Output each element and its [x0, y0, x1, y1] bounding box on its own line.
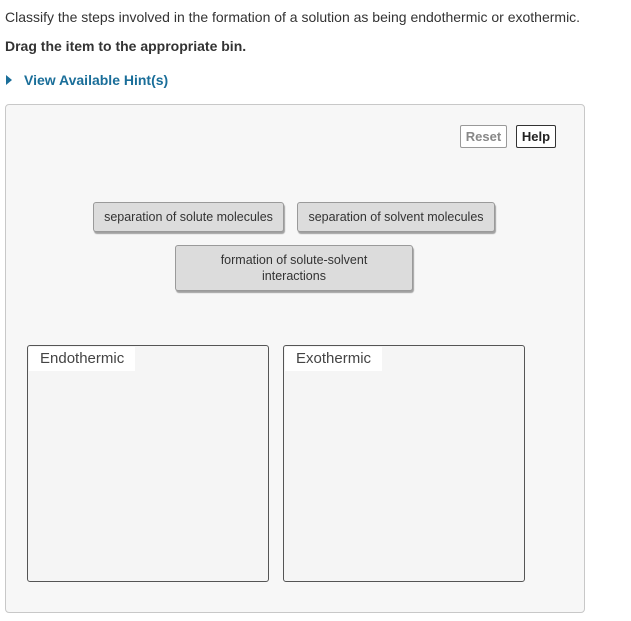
question-text: Classify the steps involved in the formation of a solution as being endothermic or exothermic. — [5, 9, 581, 25]
bin-endothermic-label: Endothermic — [29, 347, 135, 371]
help-button[interactable]: Help — [516, 125, 556, 148]
draggable-item-solute-separation[interactable]: separation of solute molecules — [93, 202, 284, 232]
bin-exothermic[interactable] — [283, 345, 525, 582]
draggable-item-solvent-separation[interactable]: separation of solvent molecules — [297, 202, 495, 232]
reset-button[interactable]: Reset — [460, 125, 507, 148]
instruction-text: Drag the item to the appropriate bin. — [5, 38, 247, 54]
draggable-item-solute-solvent-interactions[interactable]: formation of solute-solvent interactions — [175, 245, 413, 291]
bin-endothermic[interactable] — [27, 345, 269, 582]
view-hints-link[interactable] — [5, 72, 168, 88]
caret-right-icon — [6, 75, 12, 85]
drag-drop-workspace — [5, 104, 585, 613]
view-hints-label: View Available Hint(s) — [24, 72, 169, 88]
bin-exothermic-label: Exothermic — [285, 347, 382, 371]
